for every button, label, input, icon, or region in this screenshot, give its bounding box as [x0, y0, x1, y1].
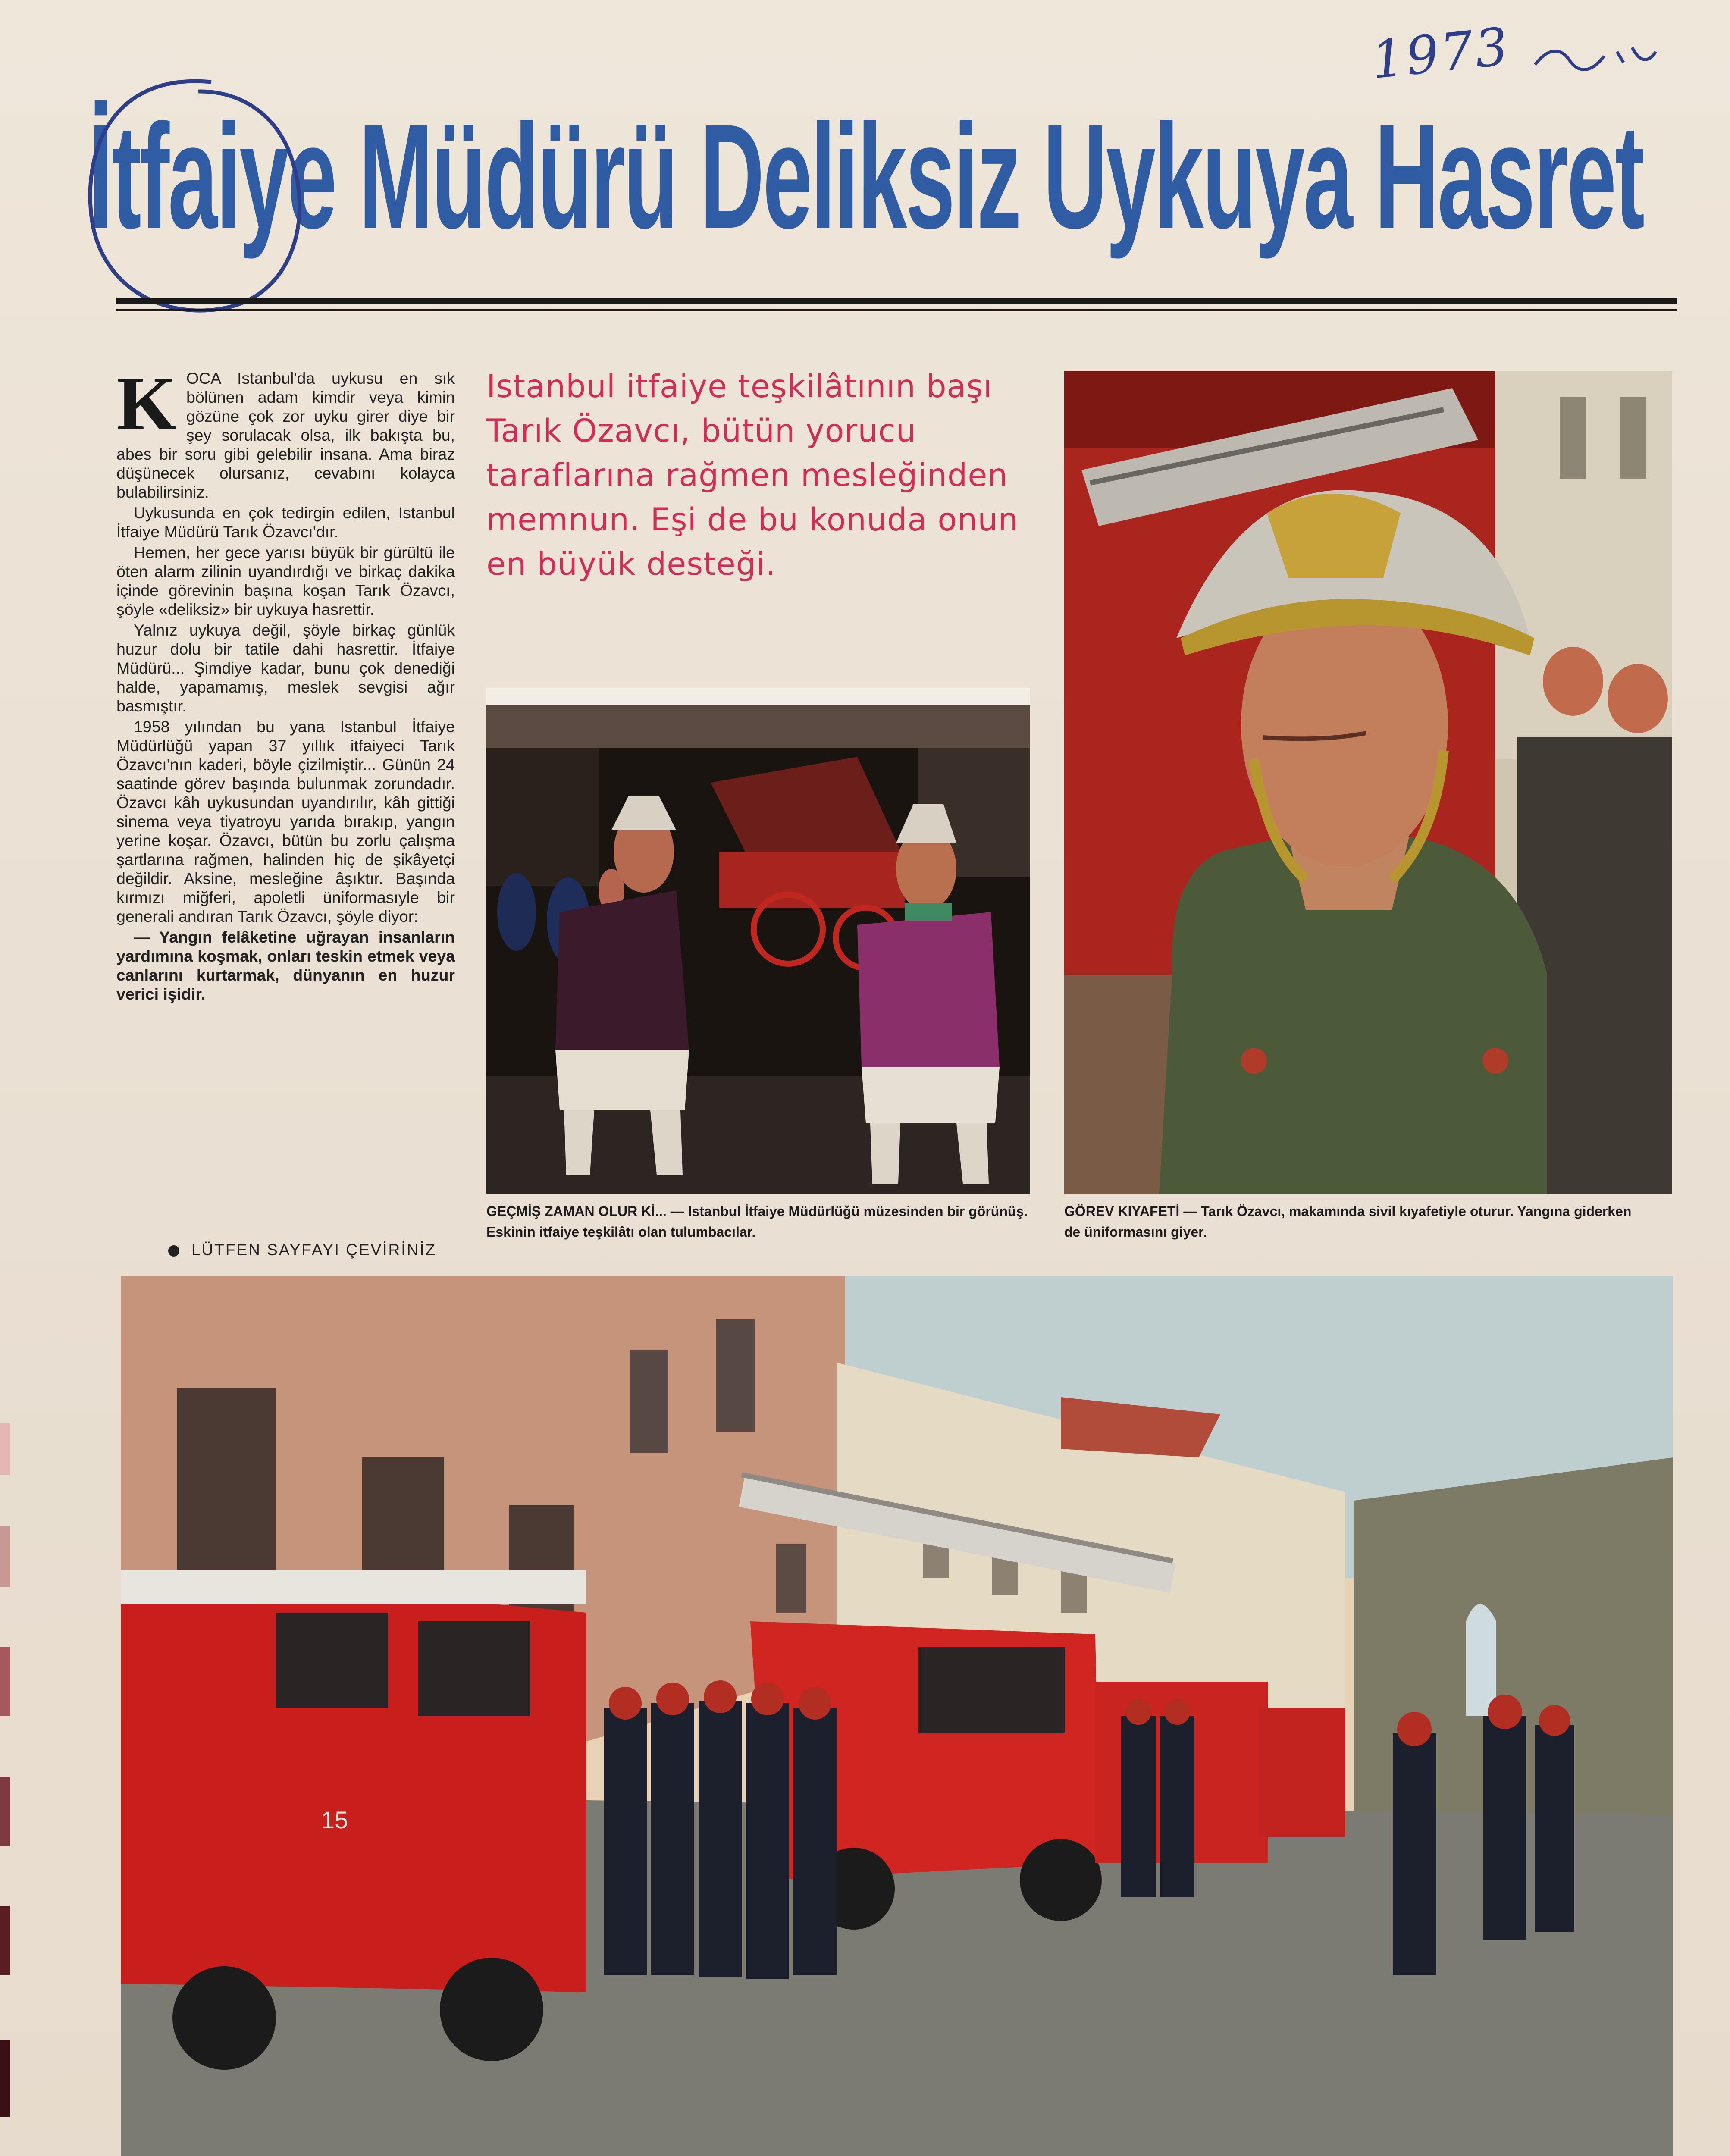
article-paragraph-1: [116, 360, 455, 501]
handwritten-circle: [69, 65, 310, 332]
article-quote: — Yangın felâketine uğrayan insanların yardımına koşmak, onları teskin etmek veya canlarını kurtarmak, dünyanın en huzur verici işidir.: [116, 928, 455, 1003]
article-paragraph-3: Hemen, her gece yarısı büyük bir gürültü ile öten alarm zilinin uyandırdığı ve birkaç dakika içinde görevinin başına koşan Tarık Özavcı, şöyle «deliksiz» bir uykuya hasrettir.: [116, 543, 455, 618]
fire-brigade-street-photo: [121, 1276, 1673, 2156]
article-paragraph-2: Uykusunda en çok tedirgin edilen, Istanbul İtfaiye Müdürü Tarık Özavcı'dır.: [116, 504, 455, 541]
museum-photo-caption: GEÇMİŞ ZAMAN OLUR Kİ... — Istanbul İtfaiye Müdürlüğü müzesinden bir görünüş. Eskinin itfaiye teşkilâtı olan tulumbacılar.: [486, 1203, 1028, 1240]
handwritten-year-note: 1973: [1368, 16, 1513, 91]
bullet-icon: [168, 1245, 179, 1257]
scan-edge-marks: [0, 1423, 10, 2156]
fire-truck-number: 15: [321, 1806, 348, 1833]
headline: İtfaiye Müdürü Deliksiz Uykuya Hasret: [88, 94, 1643, 260]
article-paragraph-5: 1958 yılından bu yana Istanbul İtfaiye Müdürlüğü yapan 37 yıllık itfaiyeci Tarık Özavcı'nın kaderi, böyle çizilmiştir... Günün 24 saatinde görev başında bulunmak zorundadır. Özavcı kâh uykusundan uyandırılır, kâh gittiği sinema veya tiyatroyu yarıda bırakıp, yangın yerine koşar. Özavcı, bütün bu zorlu çalışma şartlarına rağmen, halinden hiç de şikâyetçi değildir. Aksine, mesleğine âşıktır. Başında kırmızı miğferi, apoletli üniformasıyle bir generali andıran Tarık Özavcı, şöyle diyor:: [116, 718, 455, 925]
headline-rule-thick: [116, 298, 1677, 304]
headline-rule-thin: [116, 309, 1677, 311]
article-paragraph-4: Yalnız uykuya değil, şöyle birkaç günlük huzur dolu bir tatile dahi hasrettir. İtfaiye Müdürü... Şimdiye kadar, bunu çok denediği halde, yapamamış, meslek sevgisi ağır basmıştır.: [116, 621, 455, 715]
continue-text: LÜTFEN SAYFAYI ÇEVİRİNİZ: [191, 1241, 437, 1259]
handwritten-squiggle: [1531, 34, 1660, 82]
portrait-photo-caption: GÖREV KIYAFETİ — Tarık Özavcı, makamında sivil kıyafetiyle oturur. Yangına giderken de üniformasını giyer.: [1064, 1203, 1632, 1240]
paragraph-1-text: OCA Istanbul'da uykusu en sık bölünen adam kimdir veya kimin gözüne çok zor uyku girer diye bir şey sorulacak olsa, ilk bakışta bu, abes bir soru gibi gelebilir insana. Ama biraz düşünecek olursanız, cevabını kolayca bulabilirsiniz.: [116, 369, 455, 501]
continue-note: [168, 1241, 436, 1259]
portrait-photo: [1064, 371, 1672, 1194]
subheading-blurb: Istanbul itfaiye teşkilâtının başı Tarık Özavcı, bütün yorucu taraflarına rağmen mesleğinden memnun. Eşi de bu konuda onun en büyük desteği.: [486, 368, 1019, 583]
museum-photo: [486, 688, 1030, 1194]
drop-cap: K: [116, 360, 177, 446]
article-body: [116, 360, 455, 1005]
